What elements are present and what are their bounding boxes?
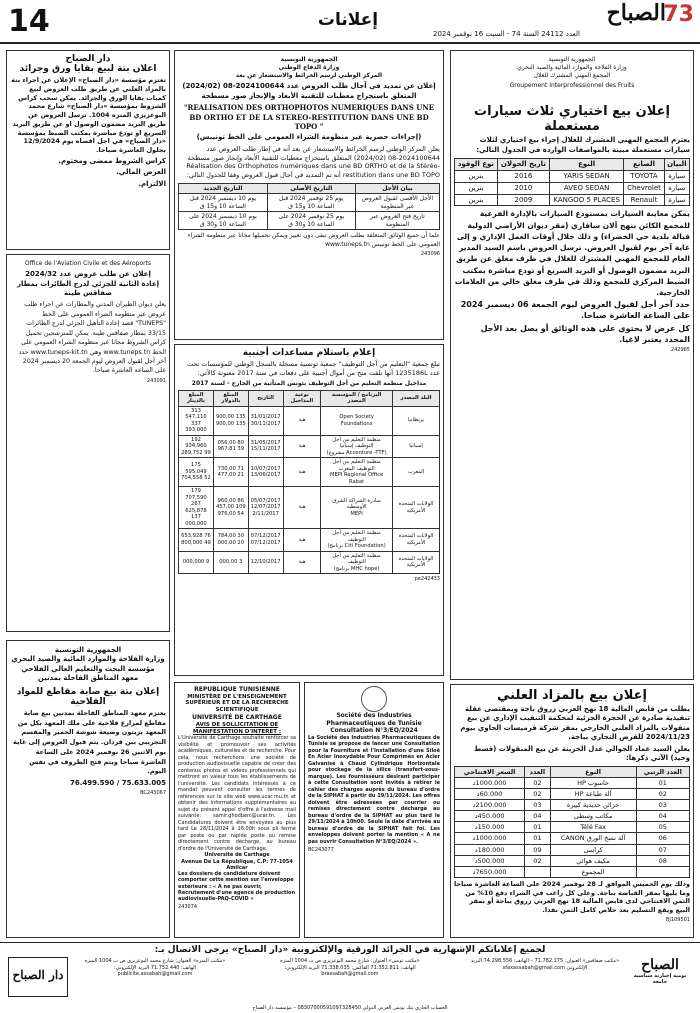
press-house-ad (6, 50, 170, 250)
defense-title: إعلان عن تمديد في آجال طلب العروض عدد 2024100644-08 (2024/02) المتعلق باستخراج معطيات للتقنية الأبعاد والإنجاز صور مسطحة (182, 82, 436, 100)
siphat-ref: BC243077 (308, 847, 334, 853)
page-footer (0, 942, 700, 1013)
footer-bank: الحساب الجاري بنك تونس العربي الدولي 08307000591097328450 – مؤسسة دار الصباح (252, 1004, 448, 1011)
cell: الولايات المتحدة الأمريكية (393, 551, 440, 574)
carthage-ref: 243074 (178, 904, 198, 911)
cell: 06 (636, 833, 689, 844)
table-row (455, 833, 690, 844)
auction-title: إعلان بيع بالمزاد العلني (497, 688, 647, 703)
page-number: 14 (8, 4, 50, 39)
cell: بنزين (455, 182, 498, 194)
defense-proc: (إجراءات حصرية عبر منظومة الشراء العمومي على الخط تونيبس) (196, 133, 422, 142)
table-row (455, 788, 690, 799)
aid-subtitle: مداخيل منظمة التعليم من أجل التوظيف بتونس المتأتية من الخارج - لسنة 2017 (191, 379, 427, 387)
cell: إسبانيا (393, 435, 440, 458)
cell: 04 (636, 811, 689, 822)
footer-contact: «مكتب تونس» العنوان: شارع محمد البوعزيزي ص ب 1004 المنزه الهاتف: 71.352.811 الفاكس: 71.338.035 البريد الإلكتروني: brassabah@gmail.com (280, 958, 420, 977)
auction-ref: BJ109501 (666, 916, 690, 923)
cell: Chevrolet (624, 182, 664, 194)
cell: كراسي (550, 844, 636, 855)
cell: 05 (636, 822, 689, 833)
cell: 500.000د (455, 855, 525, 866)
logo-number: 73 (663, 2, 694, 27)
cell: 450.000د (455, 811, 525, 822)
footer-title: لجميع إعلاناتكم الإشهارية في الجرائد الورقية والإلكترونية «دار الصباح» يرجى الاتصال بـ: (154, 945, 546, 955)
newspaper-logo (586, 2, 694, 38)
cell: 01 (525, 833, 550, 844)
issue-info: العدد 24112 السنة 74 - السبت 16 نوفمبر 2024 (433, 30, 580, 38)
table-row (455, 171, 690, 183)
institute-ad (6, 640, 170, 938)
cell: منظمة التعليم من أجل التوظيف المغرب MEPI Regional Office Rabat (321, 458, 393, 487)
cell: 313 547,110 337 393,000 (179, 406, 214, 435)
cell: 07 (636, 844, 689, 855)
press-list-item: كراس الشروط ممضى ومختوم. (58, 156, 166, 165)
cell: 01 (525, 822, 550, 833)
cell: الأجل الأقصى لقبول العروض عبر المنظومة (355, 194, 439, 212)
car-th: البيان (664, 159, 689, 171)
institute-phone: 75.633.005 / 76.499.590 (69, 779, 166, 787)
cell: يوم 10 ديسمبر 2024 على الساعة 10 و30 ق (179, 212, 268, 230)
aviation-org: Office de l'Aviation Civile et des Aéroports (24, 260, 152, 267)
cell: 02 (525, 777, 550, 788)
cell: هبة (283, 406, 321, 435)
cell: 30 784,00 20 000,00 (213, 529, 248, 552)
cell: 03 (636, 800, 689, 811)
cell: حاسوب HP (550, 777, 636, 788)
auction-ad (450, 684, 694, 938)
aid-th: المبلغ بالدولار (213, 390, 248, 406)
car-th: النوع (549, 159, 623, 171)
cell: 180.000د (455, 844, 525, 855)
cell: منظمة التعليم من أجل التوظيف (MHC hope برنامج) (321, 551, 393, 574)
footer-contacts (0, 956, 700, 977)
cell: هبة (283, 551, 321, 574)
cell: 60.000د (455, 788, 525, 799)
cell: آلة طباعة HP (550, 788, 636, 799)
car-ad-org-fr: Groupement Interprofessionnel des Fruits (509, 82, 635, 90)
cell: منظمة التعليم من أجل التوظيف (Citi Foundation برنامج) (321, 529, 393, 552)
aid-th: البرنامج / المؤسسة المصدر (321, 390, 393, 406)
cell: تاريخ فتح العروض عبر المنظومة (355, 212, 439, 230)
cell: YARIS SEDAN (549, 171, 623, 183)
cell: 175 595,049 52 704,558 (179, 458, 214, 487)
cell: AVEO SEDAN (549, 182, 623, 194)
defense-body: يعلن المركز الوطني لرسم الخرائط والاستشعار عن بعد أنه في إطار طلب العروض عدد 2024100644-08 (2024/02) المتعلق باستخراج معطيات للتقنية الأبعاد وإنجاز صور مسطحة Réalisation des Orthophotos numériques dans une BD ORTHO et de la Stéréo-restitution dans une BD TOPO أنه تم التمديد في آجال قبول العروض وفقا للجدول التالي: (186, 144, 440, 180)
cell: 2009 (497, 194, 549, 206)
defense-th: التاريخ الجديد (179, 183, 268, 194)
carthage-title: AVIS DE SOLLICITATION DE MANIFESTATION D'INTERET : (192, 721, 282, 735)
car-ad-org: الجمهورية التونسية وزارة الفلاحة والموارد المائية والصيد البحري المجمع المهني المشترك للغلال (517, 56, 627, 80)
cell: 86 960,00 109 457,00 54 976,00 (213, 487, 248, 529)
cell: 150.000د (455, 822, 525, 833)
defense-fr: "REALISATION DES ORTHOPHOTOS NUMERIQUES DANS UNE BD ORTHO ET DE LA STEREO-RESTITUTION DANS UNE BD TOPO " (183, 103, 435, 132)
aviation-title: إعلان عن طلب عروض عدد 2024/32 إعادة الثانية للجزئي لدرج الطائرات بمطار صفاقس طينة (17, 270, 159, 297)
auction-th: السعر الافتتاحي (455, 766, 525, 777)
aviation-ref: 243091 (146, 377, 166, 384)
siphat-logo-icon (361, 686, 387, 712)
cell: 1000.000د (455, 833, 525, 844)
cell: 3 000,00 (213, 551, 248, 574)
footer-logo-name: الصباح (641, 957, 679, 973)
press-list-item: العرض المالي. (116, 168, 166, 177)
cell: Renault (624, 194, 664, 206)
car-th: الصانع (624, 159, 664, 171)
cell: 179 707,590 267 625,878 137 000,000 (179, 487, 214, 529)
siphat-ad (304, 682, 444, 938)
aid-title: إعلام باستلام مساعدات أجنبية (242, 348, 376, 358)
cell: 2010 (497, 182, 549, 194)
defense-table (178, 183, 440, 231)
table-row (179, 406, 440, 435)
cell: هبة (283, 458, 321, 487)
siphat-body: La Société des Industries Pharmaceutiques de Tunisie se propose de lancer une Consultation pour la Fourniture et l'Installation d'une Siloë En Acier Inoxydable Pour Comprimés en Acier Galvanisé à Chaud Cylindrique Horizontale pour stockage de la silice (transfert-sous-marque). Les fournisseurs désirant participer à cette Consultation sont invités à retirer le cahier des charges auprès du bureau d'ordre de la SIPHAT à partir du 19/11/2024. Les offres doivent être adressées par courrier ou remises directement contre décharge au bureau d'ordre de la SIPHAT au plus tard le 29/11/2024 à 10h00. Seule la date d'arrivée au bureau d'ordre de la SIPHAT fait foi. Les enveloppes doivent porter la mention « A ne pas ouvrir Consultation N°3/EQ/2024 ». (308, 734, 441, 845)
cell: Open Society Foundations (321, 406, 393, 435)
cell: KANGOO 5 PLACES (549, 194, 623, 206)
aviation-ad (6, 254, 170, 632)
cell: مكيف هوائي (550, 855, 636, 866)
car-ad-body: يمكن معاينة السيارات بمستودع السيارات بالإدارة الفرعية للمجمع الكائن بنهج آلان سافاري (مقر ديوان الأراضي الدولية قبالة بلدية حي الخضراء) و ذلك خلال أوقات العمل الإداري و إلى غاية آخر يوم لقبول العروض. ترسل العروض باسم السيد المدير العام للمجمع المهني المشترك للغلال في ظرف مغلق عن طريق البريد مضمون الوصول أو البريد السريع أو تودع مباشرة بمكتب الضبط المركزي للمجمع وذلك في ظرف مغلق خالي من العلامات الخارجية. (454, 209, 690, 297)
auction-th: العدد (525, 766, 550, 777)
cell: هبة (283, 435, 321, 458)
cell: 1000.000د (455, 777, 525, 788)
cell: Télé Fax (550, 822, 636, 833)
auction-subtitle: يعلن السيد عماد الجوالي عدل الخزينة عن بيع المنقولات (قسط وحيد) الآتي ذكرها: (473, 744, 690, 763)
institute-org: الجمهورية التونسية وزارة الفلاحة والموارد المائية والصيد البحري مؤسسة البحث والتعليم العالي الفلاحي معهد المناطق القاحلة بمدنين (11, 646, 165, 683)
aid-body: تبلغ جمعية "التعليم من أجل التوظيف" جمعية تونسية مسجلة بالسجل الوطني للمؤسسات تحت عدد 1235186L أنها تلقت منح من أموال أجنبية على دفعات في سنة 2017 معنونة كالآتي: (186, 360, 440, 377)
cell: 31/05/2017 15/11/2017 (248, 435, 283, 458)
cell (525, 866, 550, 877)
cell: 04 (525, 811, 550, 822)
auction-foot: وذلك يوم الخميس الموافق لـ 28 نوفمبر 2024 على الساعة العاشرة صباحا وما يليها بمقر القباضة بباجة. وعلى كل راغب في الشراء دفع 10% من الثمن الافتتاحي لدى قابض المالية 18 نهج العربي زروق بباجة أو بمقر البيع ويقع التسليم بعد خلاص كامل الثمن نقدا. (453, 879, 690, 915)
defense-org: الجمهورية التونسية وزارة الدفاع الوطني المركز الوطني لرسم الخرائط والاستشعار عن بعد (235, 56, 383, 80)
cell: مكاتب وسطى (550, 811, 636, 822)
defense-ref: 243096 (420, 250, 440, 257)
carthage-address: Université de Carthage Avenue De La République, C.P: 77-1054 Amilcar (181, 852, 293, 871)
carthage-body: L'Université de Carthage souhaite renforcer sa visibilité et promouvoir ses activités académiques, culturelles et de recherche. Pour cela, nous recherchons une société de production audiovisuelle capable de créer des contenus photos et vidéos professionnels qui mettront en valeur tous les établissements de l'université. Les candidats intéressés à ce mandat peuvent consulter les termes de références sur le site web www.ucar.rnu.tn et obtenir des informations supplémentaires au sujet du présent appel d'offre à l'adresse mail suivante: samir.ghodbeni@ucar.tn. Les Candidatures doivent être envoyées au plus tard Le 28/11/2024 à 16:00h sous pli fermé par poste ou par rapide poste ou remise directement contre décharge, au bureau d'ordre de l'Université de Carthage. (178, 735, 296, 852)
table-row (179, 458, 440, 487)
defense-th: بيان الأجل (355, 183, 439, 194)
table-row (455, 194, 690, 206)
auction-th: العدد الرتبي (636, 766, 689, 777)
logo-name: الصباح (606, 0, 666, 26)
car-sale-ad (450, 50, 694, 680)
cell: 12/10/2017 (248, 551, 283, 574)
defense-th: التاريخ الأصلي (267, 183, 355, 194)
cell (636, 866, 689, 877)
cell: 02 (525, 855, 550, 866)
table-row (455, 855, 690, 866)
cell: 31/01/2017 30/11/2017 (248, 406, 283, 435)
cell: يوم 10 ديسمبر 2024 قبل الساعة 10 و15 ق (179, 194, 268, 212)
cell: 80 056,00 39 967,81 (213, 435, 248, 458)
car-th: تاريخ الجولان (497, 159, 549, 171)
car-ad-ref: 242965 (670, 347, 690, 354)
cell: 192 934,960 99 289,752 (179, 435, 214, 458)
car-ad-note: كل عرض لا يحتوي على هذه الوثائق أو يصل بعد الأجل المحدد يعتبر لاغيا. (480, 323, 690, 344)
cell: الولايات المتحدة الأمريكية (393, 487, 440, 529)
table-row (455, 866, 690, 877)
cell: 9 000,000 (179, 551, 214, 574)
cell: مبادرة الشراكة الشرق الأوسطية MEPI (321, 487, 393, 529)
cell: بنزين (455, 171, 498, 183)
cell: 08 (636, 855, 689, 866)
cell: 09 (525, 844, 550, 855)
carthage-foot: Les dossiers de candidature doivent comporter cette mention sur l'enveloppe extérieure : « A ne pas ouvrir, Recrutement d'une agence de production audiovisuelle-PAQ-COVID » (178, 871, 296, 903)
table-row (455, 811, 690, 822)
press-body: تعتزم مؤسسة «دار الصباح» الإعلان عن اجراء بتة بالمزاد العلني عن طريق طلب العروض لبيع كميات بقايا الورق والجرائد. يمكن سحب كراس الشروط بمؤسسة «دار الصباح» شارع محمد البوعزيزي المنزه 1004. ترسل العروض عن طريق البريد مضمون الوصول او عن طريق البريد السريع او تودع مباشرة بمكتب الضبط بمؤسسة «دار الصباح» في اجل اقصاه يوم 12/9/2024 بحلول العاشرة صباحا. (11, 76, 166, 155)
table-row (179, 529, 440, 552)
cell: TOYOTA (624, 171, 664, 183)
table-row (455, 800, 690, 811)
cell: 76 653,928 49 800,000 (179, 529, 214, 552)
cell: 10/07/2017 13/06/2017 (248, 458, 283, 487)
defense-foot: علما أن جميع الوثائق المتعلقة بطلب العروض تبقى دون تغيير ويمكن تحميلها مجانا عبر منظومة الشراء العمومي على الخط تونيبس www.tuneps.tn (187, 232, 440, 248)
cell: 07/12/2017 07/12/2017 (248, 529, 283, 552)
table-row (179, 435, 440, 458)
page-header (0, 0, 700, 44)
table-row (179, 487, 440, 529)
aid-th: البلد المصدر (393, 390, 440, 406)
auction-intro: يطلب من قابض المالية 18 نهج العربي زروق باجة وبمقتضى عقلة تنفيذية صادرة عن الحجرة الجزئية لمحكمة التنقيب الإداري عن بيع منقولات بالمزاد العلني الخارجي بمقر شركة قرميسات الحاوي بيوم 2024/11/23 للقرض التجاري بباجة. (460, 705, 690, 742)
cell: 71 730,00 21 477,00 (213, 458, 248, 487)
cell: هبة (283, 487, 321, 529)
table-row (455, 777, 690, 788)
table-row (179, 212, 440, 230)
siphat-title: Société des Industries Pharmaceutiques de Tunisie Consultation N°3/EQ/2024 (326, 712, 422, 734)
institute-title: إعلان بتة بيع صابة مقاطع للمواد الفلاحية (16, 686, 160, 707)
cell: سيارة (664, 182, 689, 194)
aviation-body: يعلن ديوان الطيران المدني والمطارات عن اجراء طلب عروض عبر منظومة الشراء العمومي على الخط "TUNEPS" قصد إعادة التأهيل الجزئي لدرج الطائرات 33/15 بمطار صفاقس طينة. يمكن للمترشحين تحميل كراس الشروط مجانا عبر منظومة الشراء العمومي على الخط www.tuneps.tn وهي www.tuneps-kit.tn حدد آخر أجل لقبول العروض ليوم الجمعة 20 ديسمبر 2024 على الساعة العاشرة صباحا. (18, 301, 166, 375)
cell: سيارة (664, 194, 689, 206)
cell: 135 900,00 135 900,00 (213, 406, 248, 435)
table-row (179, 551, 440, 574)
cell: 05/07/2017 12/07/2017 2/11/2017 (248, 487, 283, 529)
table-row (455, 844, 690, 855)
car-ad-title: إعلان بيع اختياري ثلاث سيارات مستعملة (474, 104, 670, 135)
foreign-aid-ad (174, 344, 444, 676)
cell: خزائن حديدية كبيرة (550, 800, 636, 811)
defense-ad (174, 50, 444, 340)
cell: الولايات المتحدة الأمريكية (393, 529, 440, 552)
cell: 01 (636, 777, 689, 788)
institute-body: يعتزم معهد المناطق القاحلة بمدنين بيع صابة مقاطع لمزارع فلاحية على ملك المعهد بكل من المعهد بزيتون وضيعة شوشة الحمير والمقسم التجريبي ببن قردان. يتم قبول العروض إلى غاية يوم الاثنين 26 نوفمبر 2024 على الساعة العاشرة صباحا ويتم فتح الظروف في نفس اليوم. (13, 708, 166, 776)
cell: 03 (525, 800, 550, 811)
table-row (179, 194, 440, 212)
cell: 7650.000د (455, 866, 525, 877)
auction-th: النوع (550, 766, 636, 777)
cell: بريطانيا (393, 406, 440, 435)
cell: 02 (636, 788, 689, 799)
press-subtitle: اعلان بتة لبيع بقايا ورق وجرائد (19, 64, 157, 74)
aid-th: المبلغ بالدينار (179, 390, 214, 406)
carthage-rep: REPUBLIQUE TUNISIENNE (194, 686, 280, 693)
footer-contact: «مكتب المنزه» العنوان: شارع محمد البوعزيزي ص ب 1004 المنزه الهاتف: 71.752.440 البريد الإلكتروني: publicite.assabah@gmail.com (84, 958, 226, 977)
aid-th: التاريخ (248, 390, 283, 406)
cell: منظمة التعليم من أجل التوظيف إسبانيا (Accenture -TTF مشروع) (321, 435, 393, 458)
cell: 2016 (497, 171, 549, 183)
press-list-item: الالتزام. (138, 179, 166, 188)
aid-table (178, 390, 440, 575)
institute-ref: BC243067 (140, 790, 166, 797)
cell: 2100.000د (455, 800, 525, 811)
press-title: دار الصباح (65, 54, 111, 64)
footer-logo-left: دار الصباح (8, 957, 68, 997)
car-table (454, 158, 690, 206)
table-row (455, 822, 690, 833)
cell: آلة نسخ الورق CANON (550, 833, 636, 844)
aid-ref: pe242433 (414, 576, 440, 583)
footer-logo-right (626, 957, 694, 985)
aid-th: نوعية المداخيل (283, 390, 321, 406)
car-ad-deadline: حدد آخر أجل لقبول العروض ليوم الجمعة 06 ديسمبر 2024 على الساعة العاشرة صباحا. (460, 300, 690, 321)
cell: هبة (283, 529, 321, 552)
table-row (455, 182, 690, 194)
footer-contact: «مكتب صفاقس» العنوان: 71.782.175 – الهاتف: 74.298.556 البريد الإلكتروني sfaxassabah@gmail.com (470, 958, 620, 971)
carthage-uni: UNIVERSITÉ DE CARTHAGE (192, 714, 282, 722)
cell: يوم 25 نوفمبر 2024 قبل الساعة 10 و15 ق (267, 194, 355, 212)
cell: 02 (525, 788, 550, 799)
cell: سيارة (664, 171, 689, 183)
cell: المغرب (393, 458, 440, 487)
footer-tagline: يومية إخبارية سياسية جامعة (633, 973, 687, 985)
auction-table (454, 766, 690, 878)
cell: بنزين (455, 194, 498, 206)
cell: المجموع (550, 866, 636, 877)
car-th: نوع الوقود (455, 159, 498, 171)
cell: يوم 25 نوفمبر 2024 على الساعة 10 و30 ق (267, 212, 355, 230)
carthage-ad (174, 682, 300, 938)
section-title: إعلانات (317, 10, 379, 30)
carthage-min: MINISTÈRE DE L'ENSEIGNEMENT SUPÉRIEUR ET DE LA RECHERCHE SCIENTIFIQUE (185, 693, 289, 714)
car-ad-intro: يعتزم المجمع المهني المشترك للغلال إجراء بيع اختياري لثلاث سيارات مستعملة مبينة بالمواصفات الواردة في الجدول التالي: (476, 136, 690, 154)
